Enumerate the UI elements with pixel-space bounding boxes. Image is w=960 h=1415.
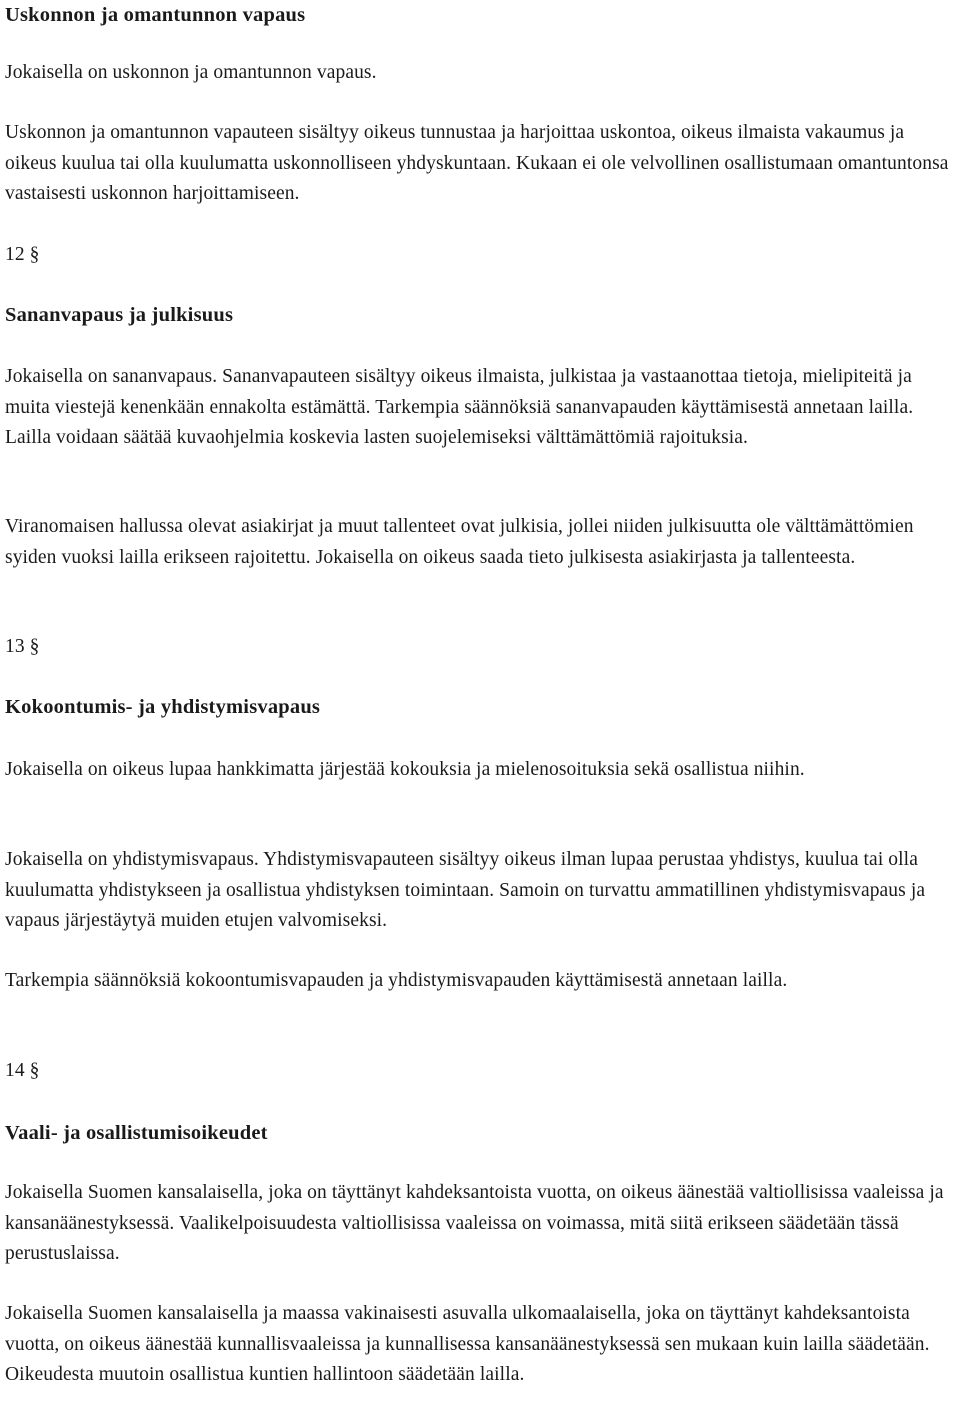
section-14-heading: Vaali- ja osallistumisoikeudet: [5, 1122, 268, 1144]
section-13-paragraph-3: Tarkempia säännöksiä kokoontumisvapauden ja yhdistymisvapauden käyttämisestä annetaan lailla.: [5, 970, 788, 991]
section-12-heading: Sananvapaus ja julkisuus: [5, 304, 234, 326]
section-12-number: 12 §: [5, 244, 40, 265]
section-13-paragraph-2: Jokaisella on yhdistymisvapaus. Yhdistymisvapauteen sisältyy oikeus ilman lupaa perustaa yhdistys, kuulua tai olla kuulumatta yhdistykseen ja osallistua yhdistyksen toimintaan. Samoin on turvattu ammatillinen yhdistymisvapaus ja vapaus järjestäytyä muiden etujen valvomiseksi.: [5, 849, 926, 931]
section-14-paragraph-1: Jokaisella Suomen kansalaisella, joka on täyttänyt kahdeksantoista vuotta, on oikeus äänestää valtiollisissa vaaleissa ja kansanäänestyksessä. Vaalikelpoisuudesta valtiollisissa vaaleissa on voimassa, mitä siitä erikseen säädetään tässä perustuslaissa.: [5, 1182, 944, 1264]
section-13-paragraph-1: Jokaisella on oikeus lupaa hankkimatta järjestää kokouksia ja mielenosoituksia sekä osallistua niihin.: [5, 759, 805, 780]
section-14-paragraph-2: Jokaisella Suomen kansalaisella ja maassa vakinaisesti asuvalla ulkomaalaisella, joka on täyttänyt kahdeksantoista vuotta, on oikeus äänestää kunnallisvaaleissa ja kunnallisessa kansanäänestyksessä sen mukaan kuin lailla säädetään. Oikeudesta muutoin osallistua kuntien hallintoon säädetään lailla.: [5, 1303, 930, 1385]
section-13-heading: Kokoontumis- ja yhdistymisvapaus: [5, 696, 321, 718]
section-12-paragraph-1: Jokaisella on sananvapaus. Sananvapauteen sisältyy oikeus ilmaista, julkistaa ja vastaanottaa tietoja, mielipiteitä ja muita viestejä kenenkään ennakolta estämättä. Tarkempia säännöksiä sananvapauden käyttämisestä annetaan lailla. Lailla voidaan säätää kuvaohjelmia koskevia lasten suojelemiseksi välttämättömiä rajoituksia.: [5, 366, 914, 448]
section-14-number: 14 §: [5, 1060, 40, 1081]
section-13-number: 13 §: [5, 636, 40, 657]
section-11-heading: Uskonnon ja omantunnon vapaus: [5, 4, 306, 26]
section-11-paragraph-1: Jokaisella on uskonnon ja omantunnon vapaus.: [5, 62, 377, 83]
section-11-paragraph-2: Uskonnon ja omantunnon vapauteen sisältyy oikeus tunnustaa ja harjoittaa uskontoa, oikeus ilmaista vakaumus ja oikeus kuulua tai olla kuulumatta uskonnolliseen yhdyskuntaan. Kukaan ei ole velvollinen osallistumaan omantuntonsa vastaisesti uskonnon harjoittamiseen.: [5, 122, 949, 204]
section-12-paragraph-2: Viranomaisen hallussa olevat asiakirjat ja muut tallenteet ovat julkisia, jollei niiden julkisuutta ole välttämättömien syiden vuoksi lailla erikseen rajoitettu. Jokaisella on oikeus saada tieto julkisesta asiakirjasta ja tallenteesta.: [5, 516, 914, 568]
